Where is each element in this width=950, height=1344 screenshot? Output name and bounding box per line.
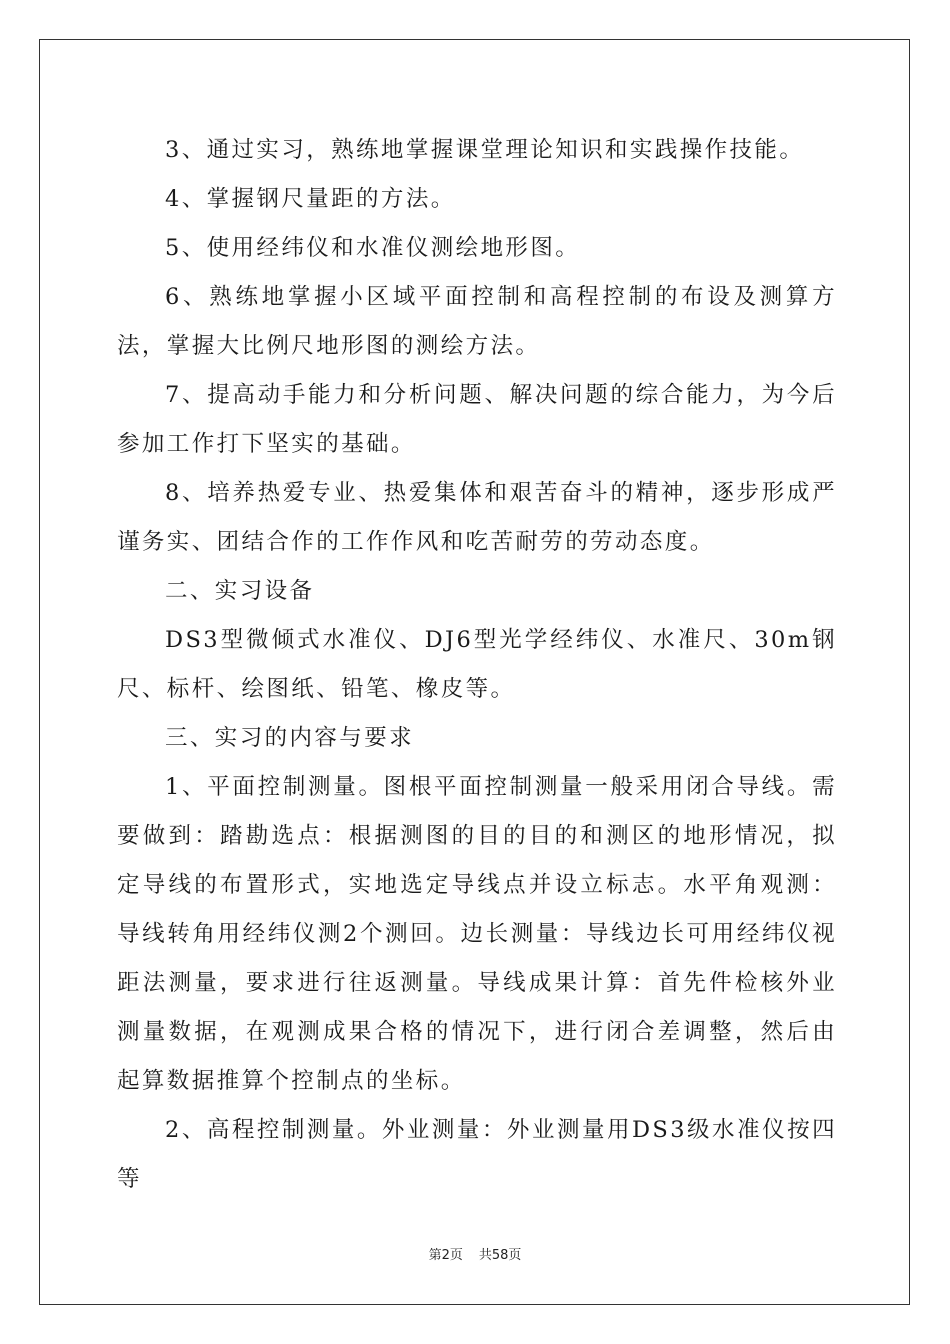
paragraph-4: 4、掌握钢尺量距的方法。 [165, 186, 456, 212]
page-number: 第2页 [428, 1248, 463, 1263]
paragraph-elevation-control: 2、高程控制测量。外业测量：外业测量用DS3级水准仪按四等 [117, 1117, 837, 1192]
paragraph-7: 7、提高动手能力和分析问题、解决问题的综合能力，为今后参加工作打下坚实的基础。 [117, 382, 837, 457]
document-body [117, 126, 837, 1204]
paragraph-3: 3、通过实习，熟练地掌握课堂理论知识和实践操作技能。 [165, 137, 805, 163]
page-footer [0, 1244, 950, 1263]
page-total: 共58页 [478, 1248, 522, 1263]
paragraph-equipment: DS3型微倾式水准仪、DJ6型光学经纬仪、水准尺、30m钢尺、标杆、绘图纸、铅笔、橡皮等。 [117, 627, 837, 702]
paragraph-5: 5、使用经纬仪和水准仪测绘地形图。 [165, 235, 581, 261]
section-heading-equipment: 二、实习设备 [165, 578, 315, 604]
paragraph-6: 6、熟练地掌握小区域平面控制和高程控制的布设及测算方法，掌握大比例尺地形图的测绘方法。 [117, 284, 837, 359]
section-heading-content: 三、实习的内容与要求 [165, 725, 415, 751]
paragraph-8: 8、培养热爱专业、热爱集体和艰苦奋斗的精神，逐步形成严谨务实、团结合作的工作作风和吃苦耐劳的劳动态度。 [117, 480, 837, 555]
paragraph-plane-control: 1、平面控制测量。图根平面控制测量一般采用闭合导线。需要做到：踏勘选点：根据测图的目的目的和测区的地形情况，拟定导线的布置形式，实地选定导线点并设立标志。水平角观测：导线转角用经纬仪测2个测回。边长测量：导线边长可用经纬仪视距法测量，要求进行往返测量。导线成果计算：首先件检核外业测量数据，在观测成果合格的情况下，进行闭合差调整，然后由起算数据推算个控制点的坐标。 [117, 774, 837, 1094]
